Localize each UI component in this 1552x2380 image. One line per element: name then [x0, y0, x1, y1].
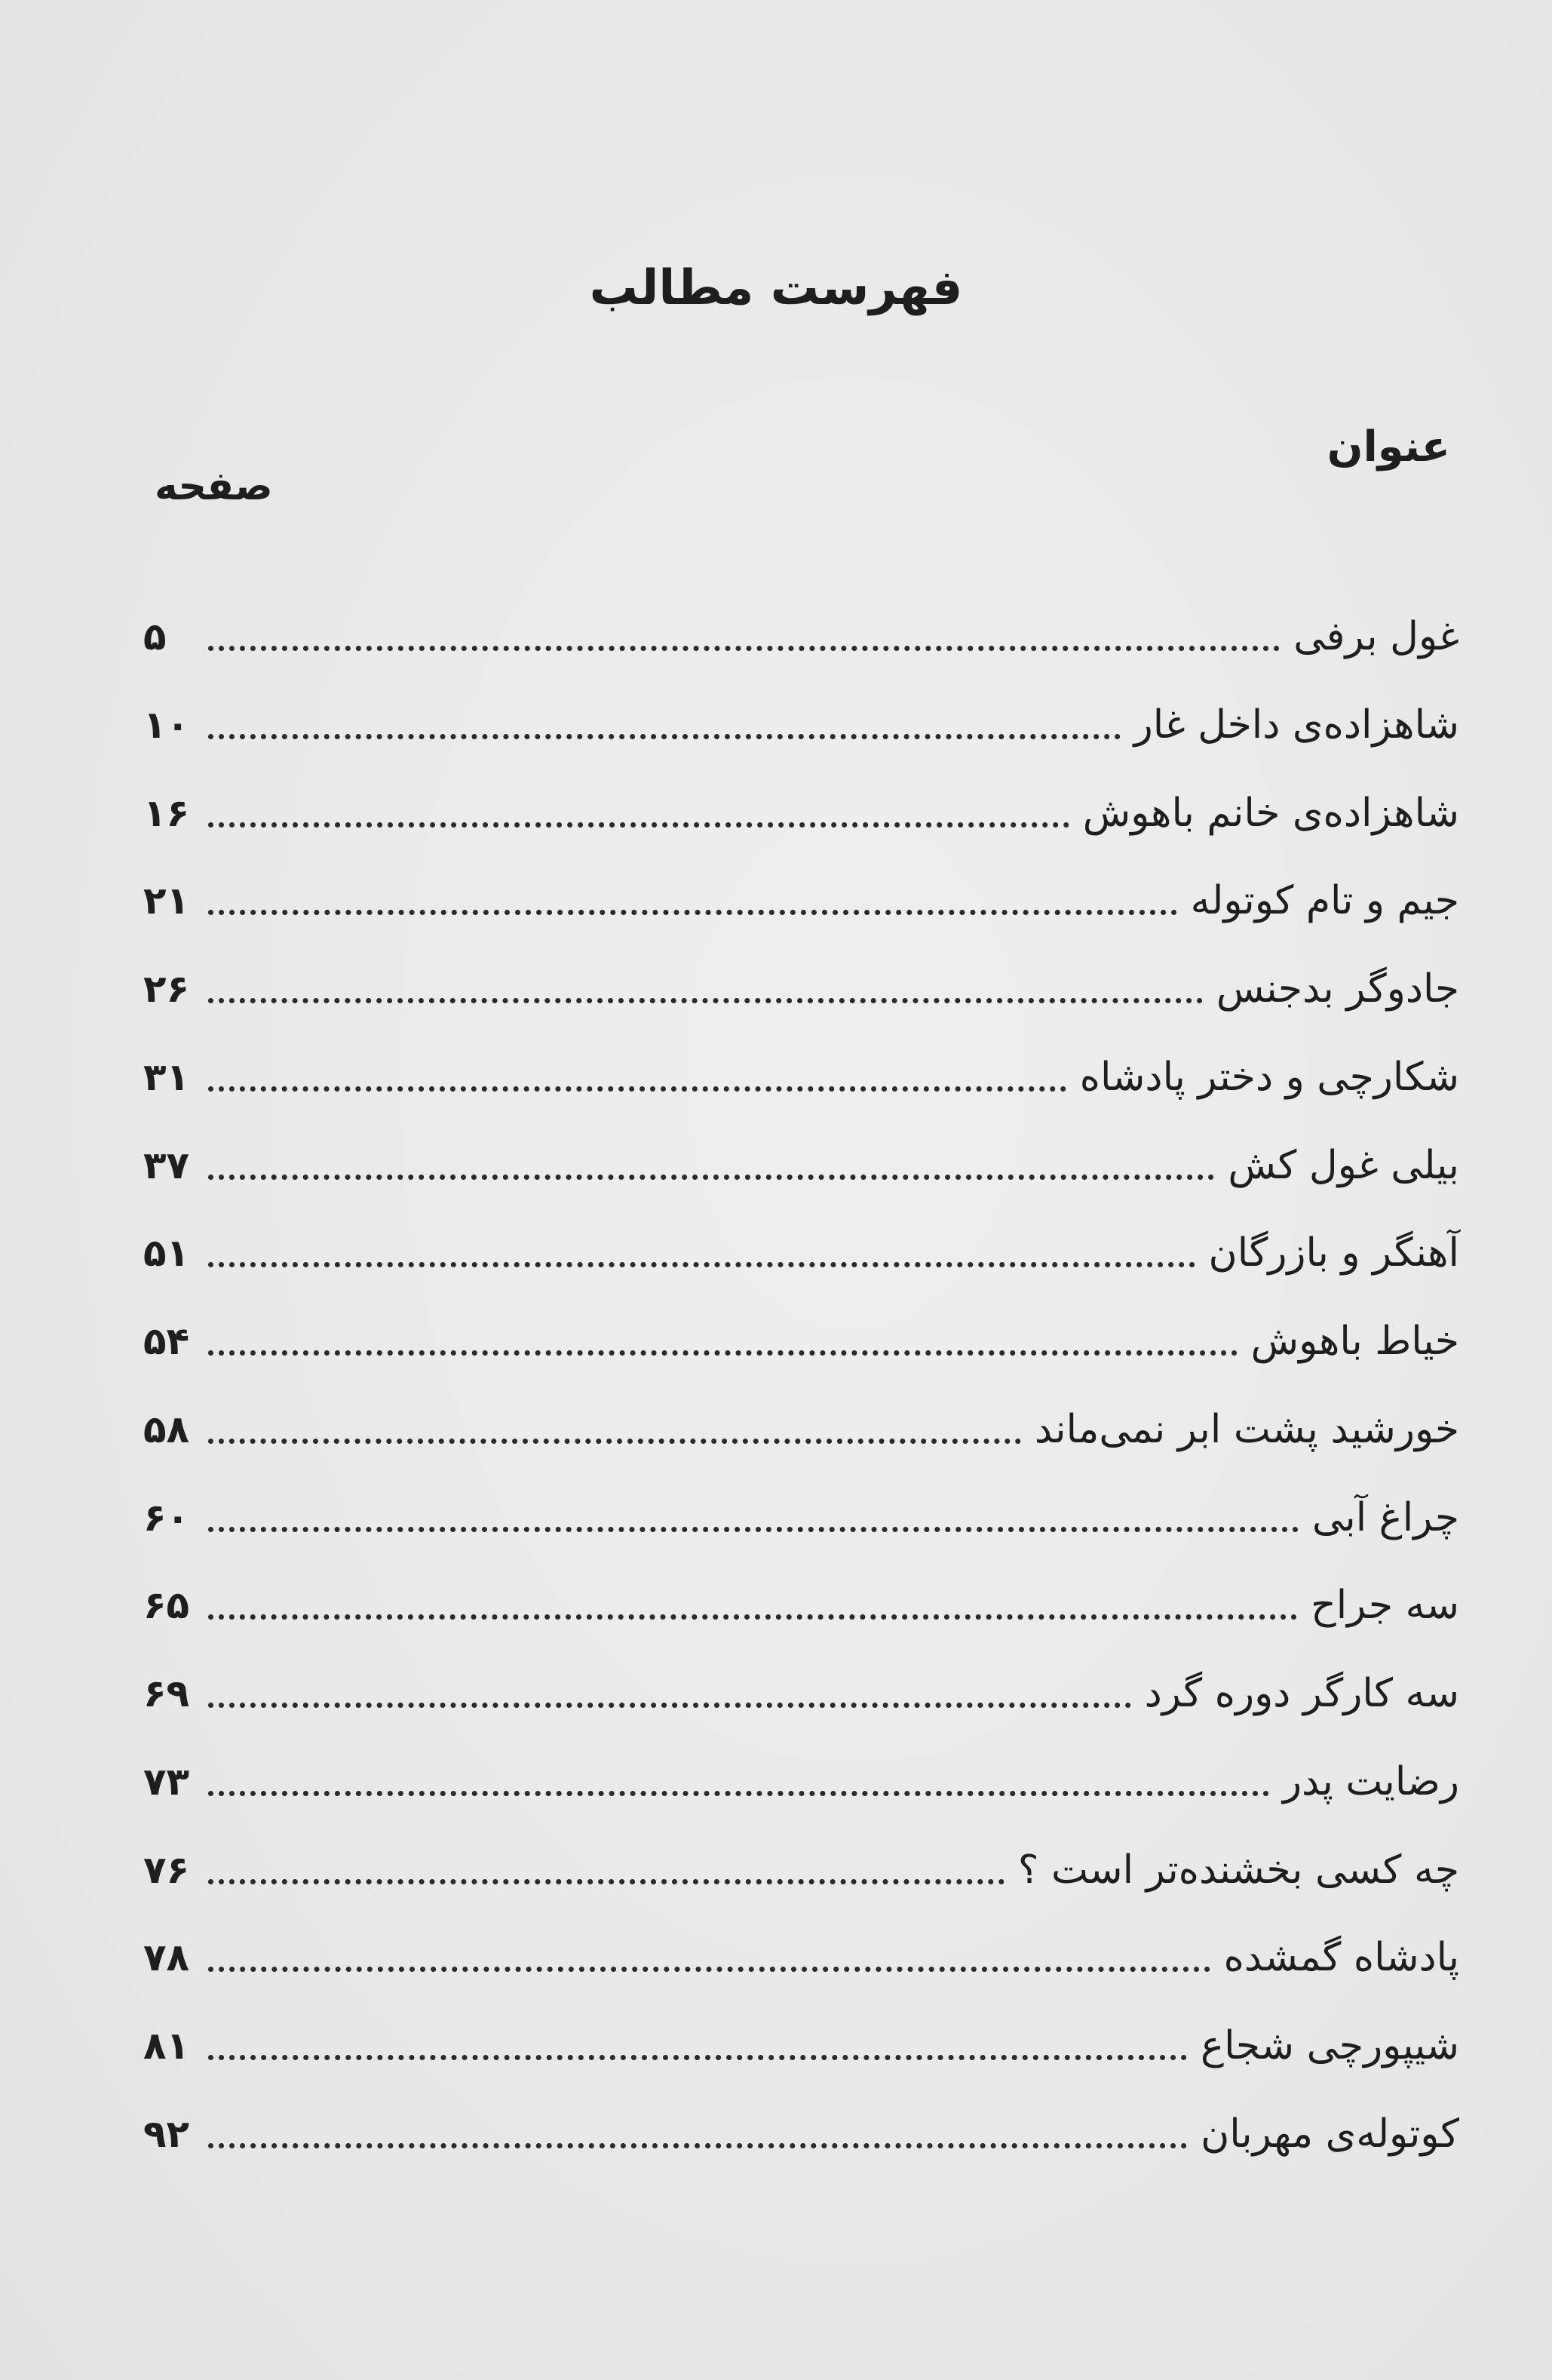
dot-leader	[208, 1614, 1297, 1620]
toc-entry-page-number: ۲۶	[143, 967, 190, 1011]
toc-entry	[143, 1205, 1459, 1276]
toc-entry-title: جادوگر بدجنس	[1216, 966, 1459, 1012]
toc-entry-page-number: ۵۴	[143, 1319, 190, 1363]
toc-entry-title: خورشید پشت ابر نمی‌ماند	[1034, 1406, 1459, 1452]
toc-entry	[143, 1293, 1459, 1365]
toc-entry-page-number: ۶۰	[143, 1495, 190, 1540]
toc-entry-title: جیم و تام کوتوله	[1190, 878, 1459, 924]
dot-leader	[208, 822, 1069, 828]
dot-leader	[208, 1967, 1210, 1972]
toc-entry	[143, 588, 1459, 660]
dot-leader	[208, 1175, 1214, 1180]
toc-entry-page-number: ۶۵	[143, 1583, 190, 1628]
toc-entry	[143, 1645, 1459, 1717]
page-title: فهرست مطالب	[589, 260, 963, 316]
toc-entry	[143, 1557, 1459, 1629]
toc-entry-page-number: ۹۲	[143, 2111, 190, 2156]
toc-entry-title: چراغ آبی	[1311, 1494, 1459, 1540]
toc-entry-title: چه کسی بخشنده‌تر است ؟	[1017, 1847, 1459, 1893]
dot-leader	[208, 646, 1280, 651]
toc-entry-page-number: ۵	[143, 615, 167, 659]
toc-entry	[143, 1469, 1459, 1541]
toc-entry-title: شاهزاده‌ی خانم باهوش	[1082, 790, 1459, 836]
toc-entry-page-number: ۷۳	[143, 1759, 190, 1804]
toc-entry	[143, 2086, 1459, 2157]
dot-leader	[208, 734, 1121, 739]
toc-entry-title: شاهزاده‌ی داخل غار	[1133, 702, 1459, 748]
toc-entry-page-number: ۵۸	[143, 1407, 190, 1451]
dot-leader	[208, 1527, 1299, 1532]
toc-entry	[143, 1998, 1459, 2069]
toc-entry-title: غول برفی	[1293, 614, 1459, 659]
toc-entry-page-number: ۱۰	[143, 702, 190, 747]
toc-entry-title: بیلی غول کش	[1228, 1142, 1459, 1188]
toc-entry-title: سه جراح	[1311, 1583, 1459, 1629]
dot-leader	[208, 1350, 1238, 1356]
dot-leader	[208, 1703, 1131, 1708]
toc-entry	[143, 852, 1459, 924]
toc-entry-title: شکارچی و دختر پادشاه	[1079, 1054, 1459, 1100]
dot-leader	[208, 910, 1177, 915]
toc-entry	[143, 1909, 1459, 1981]
dot-leader	[208, 2055, 1187, 2060]
dot-leader	[208, 1262, 1195, 1267]
toc-entry-page-number: ۳۱	[143, 1055, 190, 1099]
toc-entry-title: سه کارگر دوره گرد	[1144, 1671, 1459, 1716]
toc-entry	[143, 1117, 1459, 1189]
toc-entry-page-number: ۷۶	[143, 1847, 190, 1892]
toc-entry	[143, 941, 1459, 1012]
toc-entry-title: خیاط باهوش	[1250, 1319, 1459, 1364]
toc-entry-page-number: ۷۸	[143, 1936, 190, 1980]
column-header-page: صفحه	[155, 464, 273, 509]
toc-entry-page-number: ۶۹	[143, 1672, 190, 1715]
toc-entry-title: آهنگر و بازرگان	[1208, 1230, 1459, 1276]
toc-entry	[143, 1734, 1459, 1805]
dot-leader	[208, 1086, 1066, 1092]
toc-entry	[143, 1029, 1459, 1101]
toc-entry-page-number: ۱۶	[143, 791, 190, 835]
dot-leader	[208, 2143, 1187, 2148]
dot-leader	[208, 1791, 1269, 1796]
column-header-subject: عنوان	[1327, 422, 1450, 471]
toc-entry-title: کوتوله‌ی مهربان	[1201, 2111, 1459, 2157]
toc-entry	[143, 1381, 1459, 1453]
toc-entry-title: پادشاه گمشده	[1223, 1935, 1459, 1981]
toc-entry-title: رضایت پدر	[1282, 1758, 1459, 1804]
table-of-contents	[143, 588, 1459, 2157]
toc-entry	[143, 765, 1459, 837]
dot-leader	[208, 998, 1203, 1003]
toc-entry-page-number: ۸۱	[143, 2024, 190, 2068]
toc-entry-page-number: ۳۷	[143, 1143, 190, 1187]
toc-entry-page-number: ۵۱	[143, 1231, 190, 1276]
dot-leader	[208, 1439, 1021, 1444]
dot-leader	[208, 1879, 1005, 1884]
toc-entry	[143, 1822, 1459, 1893]
toc-entry-page-number: ۲۱	[143, 879, 190, 923]
toc-entry-title: شیپورچی شجاع	[1201, 2023, 1459, 2068]
toc-entry	[143, 677, 1459, 748]
